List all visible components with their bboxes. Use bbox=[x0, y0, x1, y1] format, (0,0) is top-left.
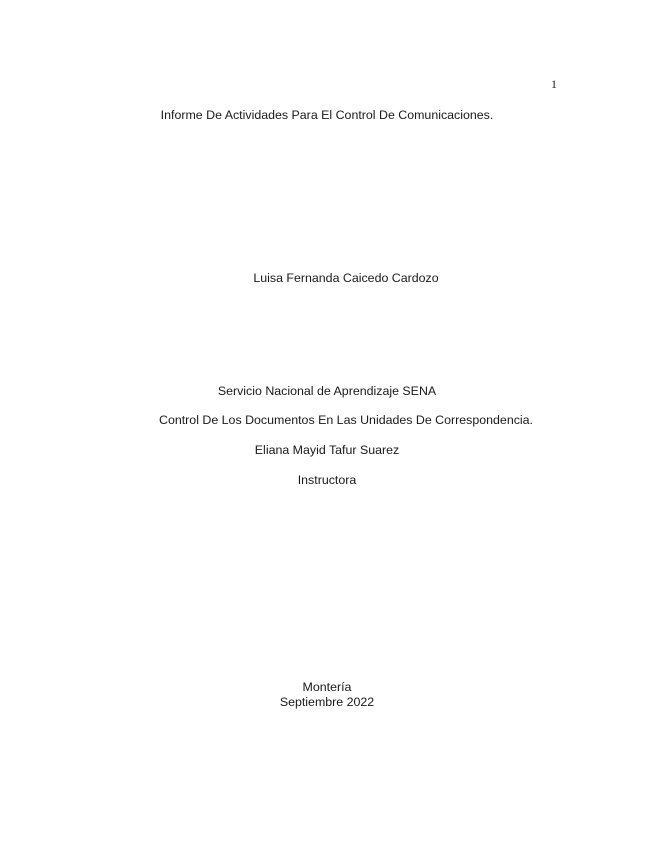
date: Septiembre 2022 bbox=[279, 695, 375, 709]
page-number: 1 bbox=[551, 77, 557, 91]
author-name: Luisa Fernanda Caicedo Cardozo bbox=[253, 271, 439, 285]
instructor-role: Instructora bbox=[297, 473, 357, 487]
document-title: Informe De Actividades Para El Control De Comunicaciones. bbox=[160, 108, 494, 122]
course-name: Control De Los Documentos En Las Unidades De Correspondencia. bbox=[159, 413, 533, 427]
city: Montería bbox=[302, 680, 352, 694]
institution-name: Servicio Nacional de Aprendizaje SENA bbox=[217, 384, 437, 398]
instructor-name: Eliana Mayid Tafur Suarez bbox=[254, 443, 400, 457]
